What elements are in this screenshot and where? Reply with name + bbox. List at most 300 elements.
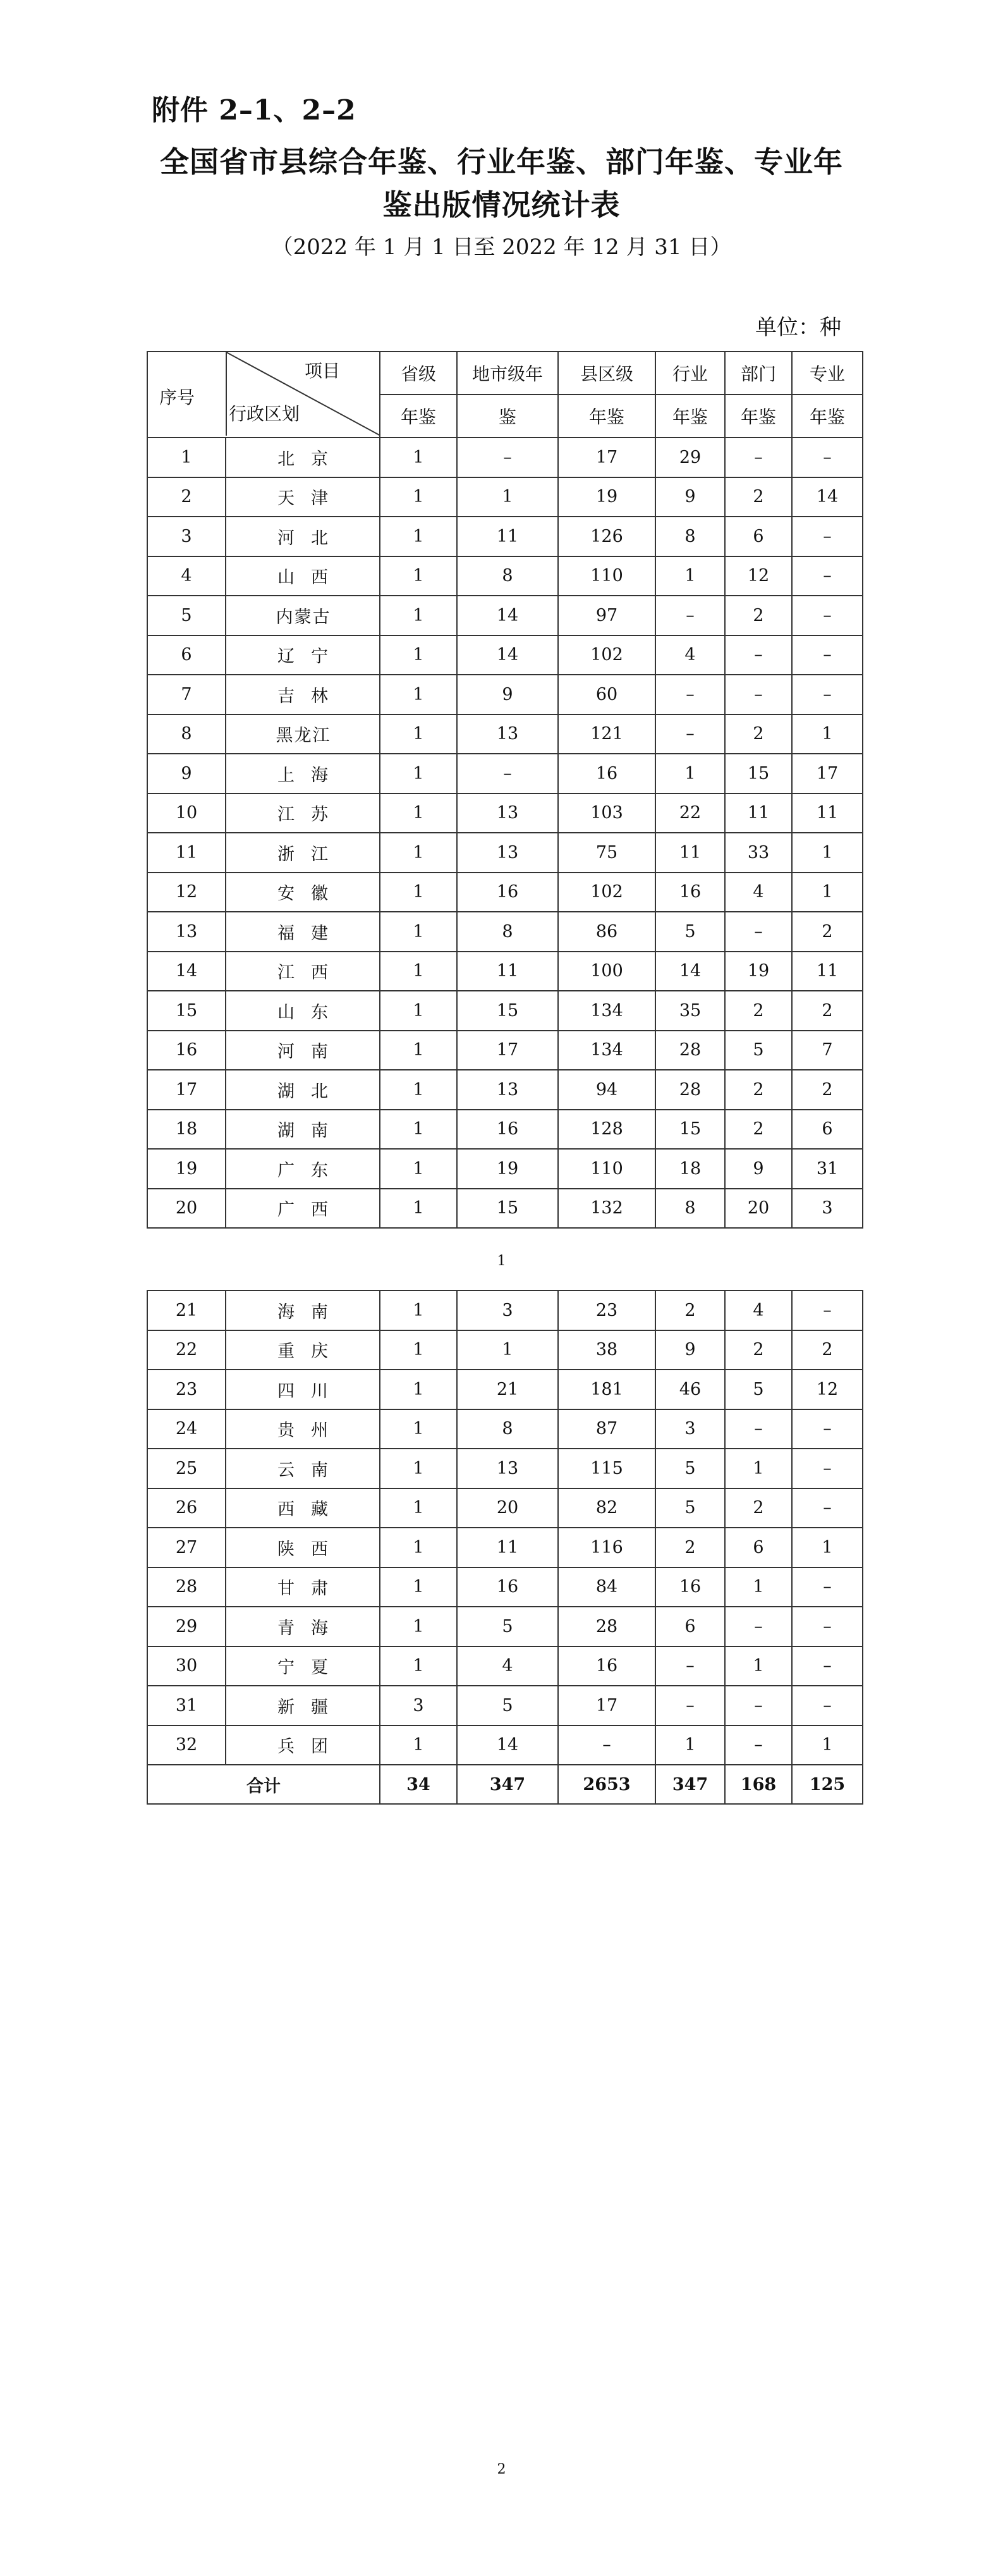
provincial-count: 1 [380,952,457,991]
city-count: 13 [457,794,558,833]
industry-count: 1 [655,556,725,596]
department-count: 2 [725,477,792,517]
table-row [147,556,863,596]
region-name: 新疆 [226,1686,380,1726]
professional-count: 11 [792,794,863,833]
county-count: 134 [558,991,655,1031]
total-row [147,1765,863,1804]
date-range: （2022 年 1 月 1 日至 2022 年 12 月 31 日） [271,235,732,260]
county-count: 19 [558,477,655,517]
department-count: 2 [725,1488,792,1528]
row-number: 9 [147,754,226,794]
provincial-count: 1 [380,477,457,517]
region-name: 安徽 [226,873,380,912]
table-row [147,1528,863,1567]
region-name: 四川 [226,1370,380,1409]
department-count: 2 [725,715,792,754]
region-name: 辽宁 [226,635,380,675]
department-count: 1 [725,1567,792,1607]
table-row [147,1449,863,1488]
city-count: 19 [457,1149,558,1189]
row-number: 6 [147,635,226,675]
county-count: 82 [558,1488,655,1528]
total-department: 168 [725,1765,792,1804]
row-number: 24 [147,1409,226,1449]
header-industry-2: 年鉴 [655,395,725,438]
header-region: 行政区划 [229,403,300,424]
industry-count: 18 [655,1149,725,1189]
table-row [147,1149,863,1189]
region-name: 青海 [226,1607,380,1647]
industry-count: 8 [655,517,725,556]
professional-count: – [792,596,863,635]
provincial-count: 1 [380,991,457,1031]
industry-count: – [655,675,725,715]
provincial-count: 1 [380,1607,457,1647]
region-name: 吉林 [226,675,380,715]
industry-count: 28 [655,1031,725,1070]
county-count: 110 [558,1149,655,1189]
industry-count: 8 [655,1189,725,1229]
county-count: 23 [558,1291,655,1330]
department-count: 12 [725,556,792,596]
county-count: 28 [558,1607,655,1647]
county-count: 100 [558,952,655,991]
provincial-count: 1 [380,1528,457,1567]
professional-count: – [792,635,863,675]
industry-count: 9 [655,477,725,517]
county-count: 110 [558,556,655,596]
row-number: 27 [147,1528,226,1567]
table-row [147,1488,863,1528]
provincial-count: 1 [380,1110,457,1150]
table-row [147,675,863,715]
table-row [147,1189,863,1229]
industry-count: 28 [655,1070,725,1110]
provincial-count: 1 [380,1031,457,1070]
county-count: 75 [558,833,655,873]
header-professional-2: 年鉴 [792,395,863,438]
city-count: 11 [457,952,558,991]
table-row [147,477,863,517]
county-count: 181 [558,1370,655,1409]
row-number: 17 [147,1070,226,1110]
page-number-2: 2 [497,2462,506,2477]
provincial-count: 1 [380,873,457,912]
table-row [147,873,863,912]
industry-count: 6 [655,1607,725,1647]
department-count: 2 [725,1330,792,1370]
provincial-count: 1 [380,517,457,556]
industry-count: – [655,596,725,635]
professional-count: 14 [792,477,863,517]
professional-count: – [792,1567,863,1607]
city-count: 14 [457,635,558,675]
industry-count: – [655,1686,725,1726]
professional-count: 1 [792,833,863,873]
city-count: 9 [457,675,558,715]
department-count: 5 [725,1031,792,1070]
provincial-count: 1 [380,1726,457,1765]
row-number: 11 [147,833,226,873]
header-provincial: 省级 [380,352,457,395]
city-count: 5 [457,1607,558,1647]
industry-count: 2 [655,1528,725,1567]
provincial-count: 1 [380,1449,457,1488]
row-number: 5 [147,596,226,635]
header-provincial-2: 年鉴 [380,395,457,438]
department-count: 9 [725,1149,792,1189]
industry-count: 11 [655,833,725,873]
department-count: 5 [725,1370,792,1409]
provincial-count: 3 [380,1686,457,1726]
statistics-table-part1 [147,351,863,1229]
row-number: 13 [147,912,226,952]
provincial-count: 1 [380,675,457,715]
header-department-2: 年鉴 [725,395,792,438]
table-row [147,1567,863,1607]
row-number: 15 [147,991,226,1031]
region-name: 西藏 [226,1488,380,1528]
industry-count: 14 [655,952,725,991]
row-number: 23 [147,1370,226,1409]
row-number: 1 [147,438,226,477]
provincial-count: 1 [380,1409,457,1449]
region-name: 福建 [226,912,380,952]
provincial-count: 1 [380,1647,457,1686]
total-provincial: 34 [380,1765,457,1804]
provincial-count: 1 [380,1149,457,1189]
department-count: 19 [725,952,792,991]
provincial-count: 1 [380,1330,457,1370]
table-row [147,596,863,635]
region-name: 江西 [226,952,380,991]
page-number: 1 [497,1253,506,1269]
provincial-count: 1 [380,912,457,952]
region-name: 广西 [226,1189,380,1229]
professional-count: 1 [792,715,863,754]
document-title-line1: 全国省市县综合年鉴、行业年鉴、部门年鉴、专业年 [160,145,843,179]
industry-count: 22 [655,794,725,833]
department-count: – [725,675,792,715]
city-count: 20 [457,1488,558,1528]
professional-count: – [792,1488,863,1528]
professional-count: – [792,1449,863,1488]
row-number: 22 [147,1330,226,1370]
professional-count: 7 [792,1031,863,1070]
total-label: 合计 [147,1765,380,1804]
region-name: 江苏 [226,794,380,833]
table-row [147,833,863,873]
region-name: 河南 [226,1031,380,1070]
provincial-count: 1 [380,596,457,635]
header-city-2: 鉴 [457,395,558,438]
county-count: 103 [558,794,655,833]
industry-count: 29 [655,438,725,477]
table-row [147,991,863,1031]
provincial-count: 1 [380,1189,457,1229]
region-name: 河北 [226,517,380,556]
header-industry: 行业 [655,352,725,395]
county-count: 60 [558,675,655,715]
city-count: – [457,438,558,477]
professional-count: – [792,1291,863,1330]
statistics-table-part2 [147,1290,863,1805]
department-count: – [725,912,792,952]
header-diagonal-cell [147,352,380,438]
professional-count: – [792,1607,863,1647]
region-name: 浙江 [226,833,380,873]
provincial-count: 1 [380,1291,457,1330]
header-professional: 专业 [792,352,863,395]
table-row [147,794,863,833]
department-count: 1 [725,1449,792,1488]
row-number: 7 [147,675,226,715]
region-name: 贵州 [226,1409,380,1449]
provincial-count: 1 [380,794,457,833]
county-count: 17 [558,1686,655,1726]
table-row [147,1647,863,1686]
total-industry: 347 [655,1765,725,1804]
city-count: 16 [457,873,558,912]
table-row [147,1291,863,1330]
industry-count: 5 [655,912,725,952]
table-row [147,1607,863,1647]
county-count: 102 [558,635,655,675]
region-name: 山东 [226,991,380,1031]
department-count: – [725,438,792,477]
region-name: 重庆 [226,1330,380,1370]
row-number: 8 [147,715,226,754]
industry-count: 35 [655,991,725,1031]
department-count: 2 [725,991,792,1031]
department-count: 4 [725,873,792,912]
table-row [147,1409,863,1449]
city-count: 11 [457,1528,558,1567]
region-name: 山西 [226,556,380,596]
department-count: 11 [725,794,792,833]
professional-count: 1 [792,873,863,912]
row-number: 4 [147,556,226,596]
provincial-count: 1 [380,438,457,477]
city-count: 1 [457,477,558,517]
row-number: 18 [147,1110,226,1150]
professional-count: – [792,556,863,596]
provincial-count: 1 [380,715,457,754]
professional-count: – [792,675,863,715]
row-number: 12 [147,873,226,912]
county-count: 102 [558,873,655,912]
region-name: 湖南 [226,1110,380,1150]
row-number: 28 [147,1567,226,1607]
industry-count: 15 [655,1110,725,1150]
county-count: 38 [558,1330,655,1370]
region-name: 甘肃 [226,1567,380,1607]
header-county: 县区级 [558,352,655,395]
department-count: 1 [725,1647,792,1686]
row-number: 16 [147,1031,226,1070]
attachment-label: 附件 2–1、2–2 [152,94,356,126]
professional-count: 6 [792,1110,863,1150]
city-count: 14 [457,1726,558,1765]
department-count: 4 [725,1291,792,1330]
department-count: 6 [725,517,792,556]
table-row [147,1686,863,1726]
provincial-count: 1 [380,1567,457,1607]
region-name: 广东 [226,1149,380,1189]
professional-count: – [792,517,863,556]
professional-count: 12 [792,1370,863,1409]
city-count: 17 [457,1031,558,1070]
region-name: 内蒙古 [226,596,380,635]
county-count: 84 [558,1567,655,1607]
professional-count: 2 [792,1330,863,1370]
header-city: 地市级年 [457,352,558,395]
city-count: 8 [457,912,558,952]
city-count: 15 [457,991,558,1031]
department-count: – [725,1686,792,1726]
city-count: 8 [457,556,558,596]
department-count: – [725,1409,792,1449]
city-count: 16 [457,1110,558,1150]
row-number: 3 [147,517,226,556]
professional-count: 11 [792,952,863,991]
city-count: 13 [457,715,558,754]
city-count: 3 [457,1291,558,1330]
county-count: 116 [558,1528,655,1567]
row-number: 21 [147,1291,226,1330]
city-count: 5 [457,1686,558,1726]
county-count: 87 [558,1409,655,1449]
table-row [147,635,863,675]
county-count: 128 [558,1110,655,1150]
city-count: 15 [457,1189,558,1229]
department-count: 33 [725,833,792,873]
industry-count: 3 [655,1409,725,1449]
professional-count: 1 [792,1726,863,1765]
county-count: 97 [558,596,655,635]
row-number: 20 [147,1189,226,1229]
row-number: 19 [147,1149,226,1189]
city-count: – [457,754,558,794]
row-number: 2 [147,477,226,517]
city-count: 13 [457,1070,558,1110]
city-count: 21 [457,1370,558,1409]
department-count: 15 [725,754,792,794]
table-row [147,952,863,991]
table-row [147,1110,863,1150]
region-name: 上海 [226,754,380,794]
table-row [147,912,863,952]
industry-count: 16 [655,873,725,912]
county-count: 86 [558,912,655,952]
provincial-count: 1 [380,754,457,794]
professional-count: 2 [792,991,863,1031]
department-count: 6 [725,1528,792,1567]
unit-label: 单位：种 [755,315,841,340]
header-department: 部门 [725,352,792,395]
provincial-count: 1 [380,1488,457,1528]
total-city: 347 [457,1765,558,1804]
provincial-count: 1 [380,1370,457,1409]
provincial-count: 1 [380,556,457,596]
row-number: 14 [147,952,226,991]
county-count: 126 [558,517,655,556]
department-count: 20 [725,1189,792,1229]
region-name: 宁夏 [226,1647,380,1686]
county-count: 16 [558,1647,655,1686]
region-name: 陕西 [226,1528,380,1567]
region-name: 海南 [226,1291,380,1330]
industry-count: – [655,715,725,754]
total-professional: 125 [792,1765,863,1804]
professional-count: 31 [792,1149,863,1189]
table-row [147,438,863,477]
row-number: 10 [147,794,226,833]
department-count: – [725,635,792,675]
table-row [147,1070,863,1110]
document-title-line2: 鉴出版情况统计表 [382,188,621,222]
industry-count: 16 [655,1567,725,1607]
county-count: 16 [558,754,655,794]
region-name: 云南 [226,1449,380,1488]
city-count: 8 [457,1409,558,1449]
industry-count: 9 [655,1330,725,1370]
table-row [147,1726,863,1765]
city-count: 11 [457,517,558,556]
department-count: – [725,1607,792,1647]
header-seq: 序号 [159,387,195,408]
provincial-count: 1 [380,833,457,873]
row-number: 25 [147,1449,226,1488]
industry-count: 1 [655,1726,725,1765]
provincial-count: 1 [380,1070,457,1110]
department-count: 2 [725,1110,792,1150]
provincial-count: 1 [380,635,457,675]
county-count: 17 [558,438,655,477]
industry-count: 5 [655,1488,725,1528]
city-count: 13 [457,1449,558,1488]
county-count: – [558,1726,655,1765]
table-row [147,715,863,754]
table-row [147,754,863,794]
county-count: 121 [558,715,655,754]
professional-count: 17 [792,754,863,794]
professional-count: – [792,1647,863,1686]
professional-count: – [792,1409,863,1449]
county-count: 94 [558,1070,655,1110]
industry-count: 1 [655,754,725,794]
department-count: 2 [725,596,792,635]
industry-count: 4 [655,635,725,675]
total-county: 2653 [558,1765,655,1804]
industry-count: 46 [655,1370,725,1409]
professional-count: – [792,438,863,477]
professional-count: 3 [792,1189,863,1229]
city-count: 16 [457,1567,558,1607]
city-count: 14 [457,596,558,635]
row-number: 30 [147,1647,226,1686]
professional-count: 1 [792,1528,863,1567]
city-count: 1 [457,1330,558,1370]
region-name: 湖北 [226,1070,380,1110]
row-number: 26 [147,1488,226,1528]
industry-count: 5 [655,1449,725,1488]
region-name: 黑龙江 [226,715,380,754]
region-name: 天津 [226,477,380,517]
department-count: – [725,1726,792,1765]
county-count: 115 [558,1449,655,1488]
